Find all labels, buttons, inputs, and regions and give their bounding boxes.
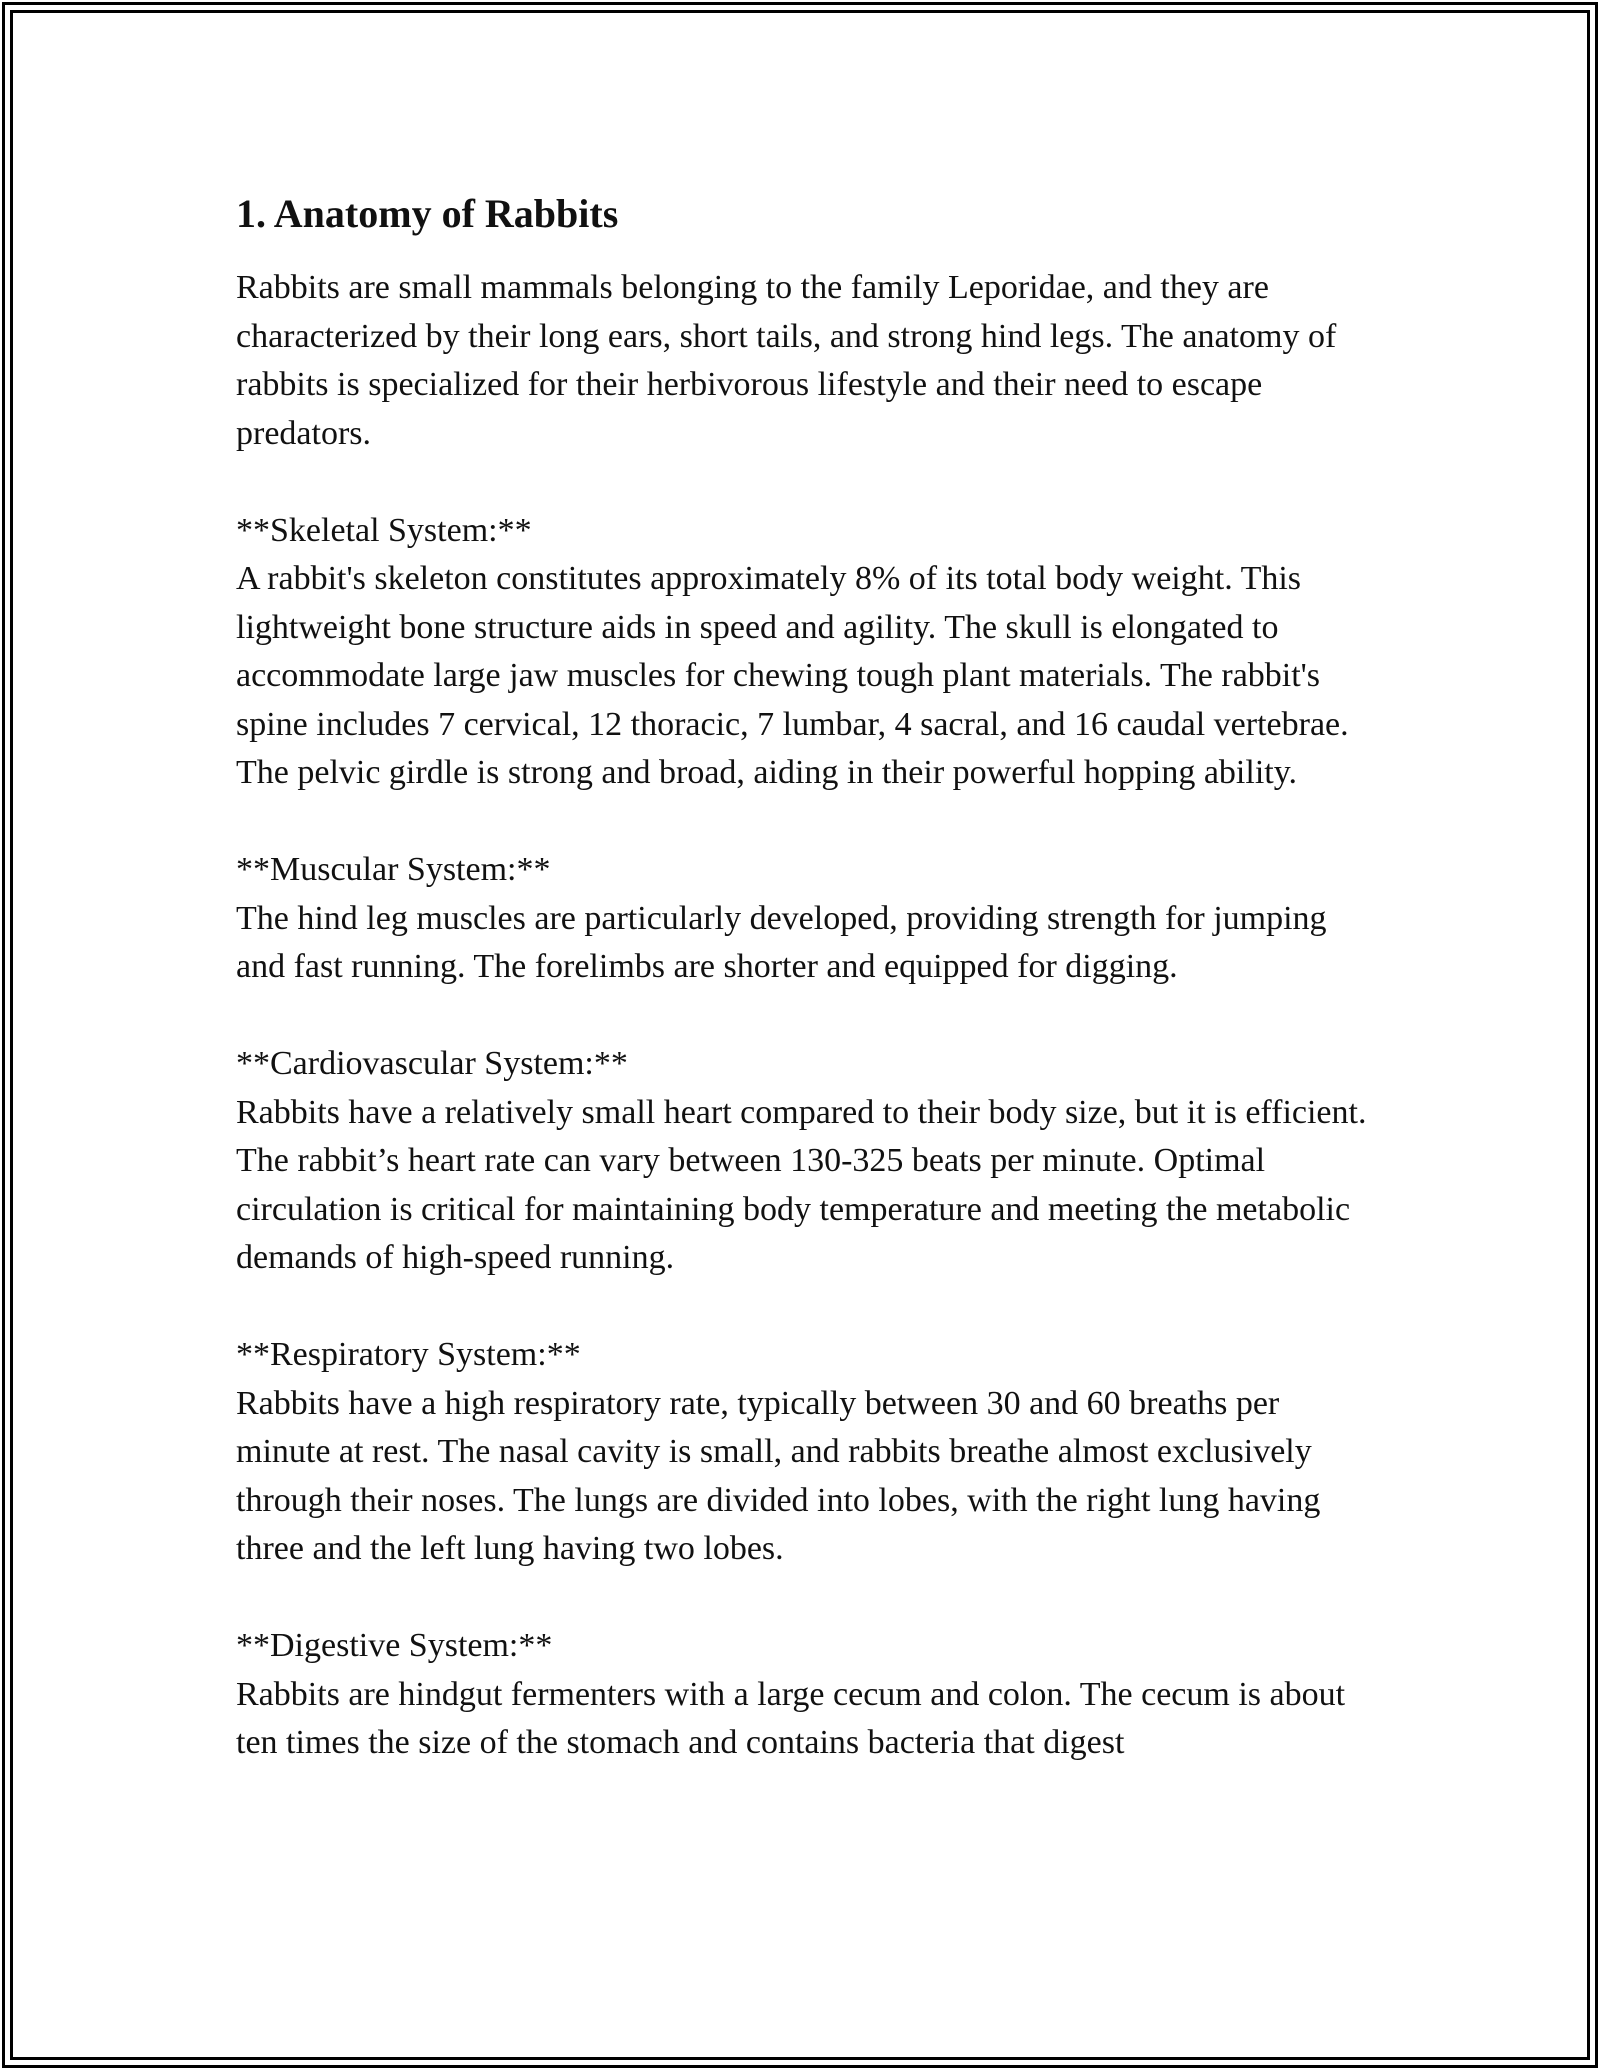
section-body: Rabbits are hindgut fermenters with a large cecum and colon. The cecum is about ten times the size of the stomach and contains bacteria that digest: [236, 1675, 1346, 1761]
section-body: The hind leg muscles are particularly developed, providing strength for jumping and fast running. The forelimbs are shorter and equipped for digging.: [236, 899, 1327, 985]
section-cardiovascular: [236, 1040, 1376, 1283]
section-respiratory: [236, 1331, 1376, 1574]
section-heading: **Muscular System:**: [236, 851, 551, 888]
section-heading: **Digestive System:**: [236, 1627, 553, 1664]
intro-paragraph: Rabbits are small mammals belonging to the family Leporidae, and they are characterized by their long ears, short tails, and strong hind legs. The anatomy of rabbits is specialized for their herbivorous lifestyle and their need to escape predators.: [236, 269, 1337, 452]
section-body: A rabbit's skeleton constitutes approximately 8% of its total body weight. This lightweight bone structure aids in speed and agility. The skull is elongated to accommodate large jaw muscles for chewing tough plant materials. The rabbit's spine includes 7 cervical, 12 thoracic, 7 lumbar, 4 sacral, and 16 caudal vertebrae. The pelvic girdle is strong and broad, aiding in their powerful hopping ability.: [236, 560, 1349, 791]
section-heading: **Respiratory System:**: [236, 1336, 581, 1373]
document-content: [236, 188, 1376, 1816]
section-digestive: [236, 1622, 1376, 1768]
section-skeletal: [236, 507, 1376, 798]
section-body: Rabbits have a high respiratory rate, typically between 30 and 60 breaths per minute at rest. The nasal cavity is small, and rabbits breathe almost exclusively through their noses. The lungs are divided into lobes, with the right lung having three and the left lung having two lobes.: [236, 1384, 1321, 1567]
section-heading: **Cardiovascular System:**: [236, 1045, 628, 1082]
section-heading: **Skeletal System:**: [236, 511, 532, 549]
section-muscular: [236, 846, 1376, 992]
section-body: Rabbits have a relatively small heart compared to their body size, but it is efficient. The rabbit’s heart rate can vary between 130-325 beats per minute. Optimal circulation is critical for maintaining body temperature and meeting the metabolic demands of high-speed running.: [236, 1093, 1367, 1276]
document-title: 1. Anatomy of Rabbits: [236, 191, 619, 236]
